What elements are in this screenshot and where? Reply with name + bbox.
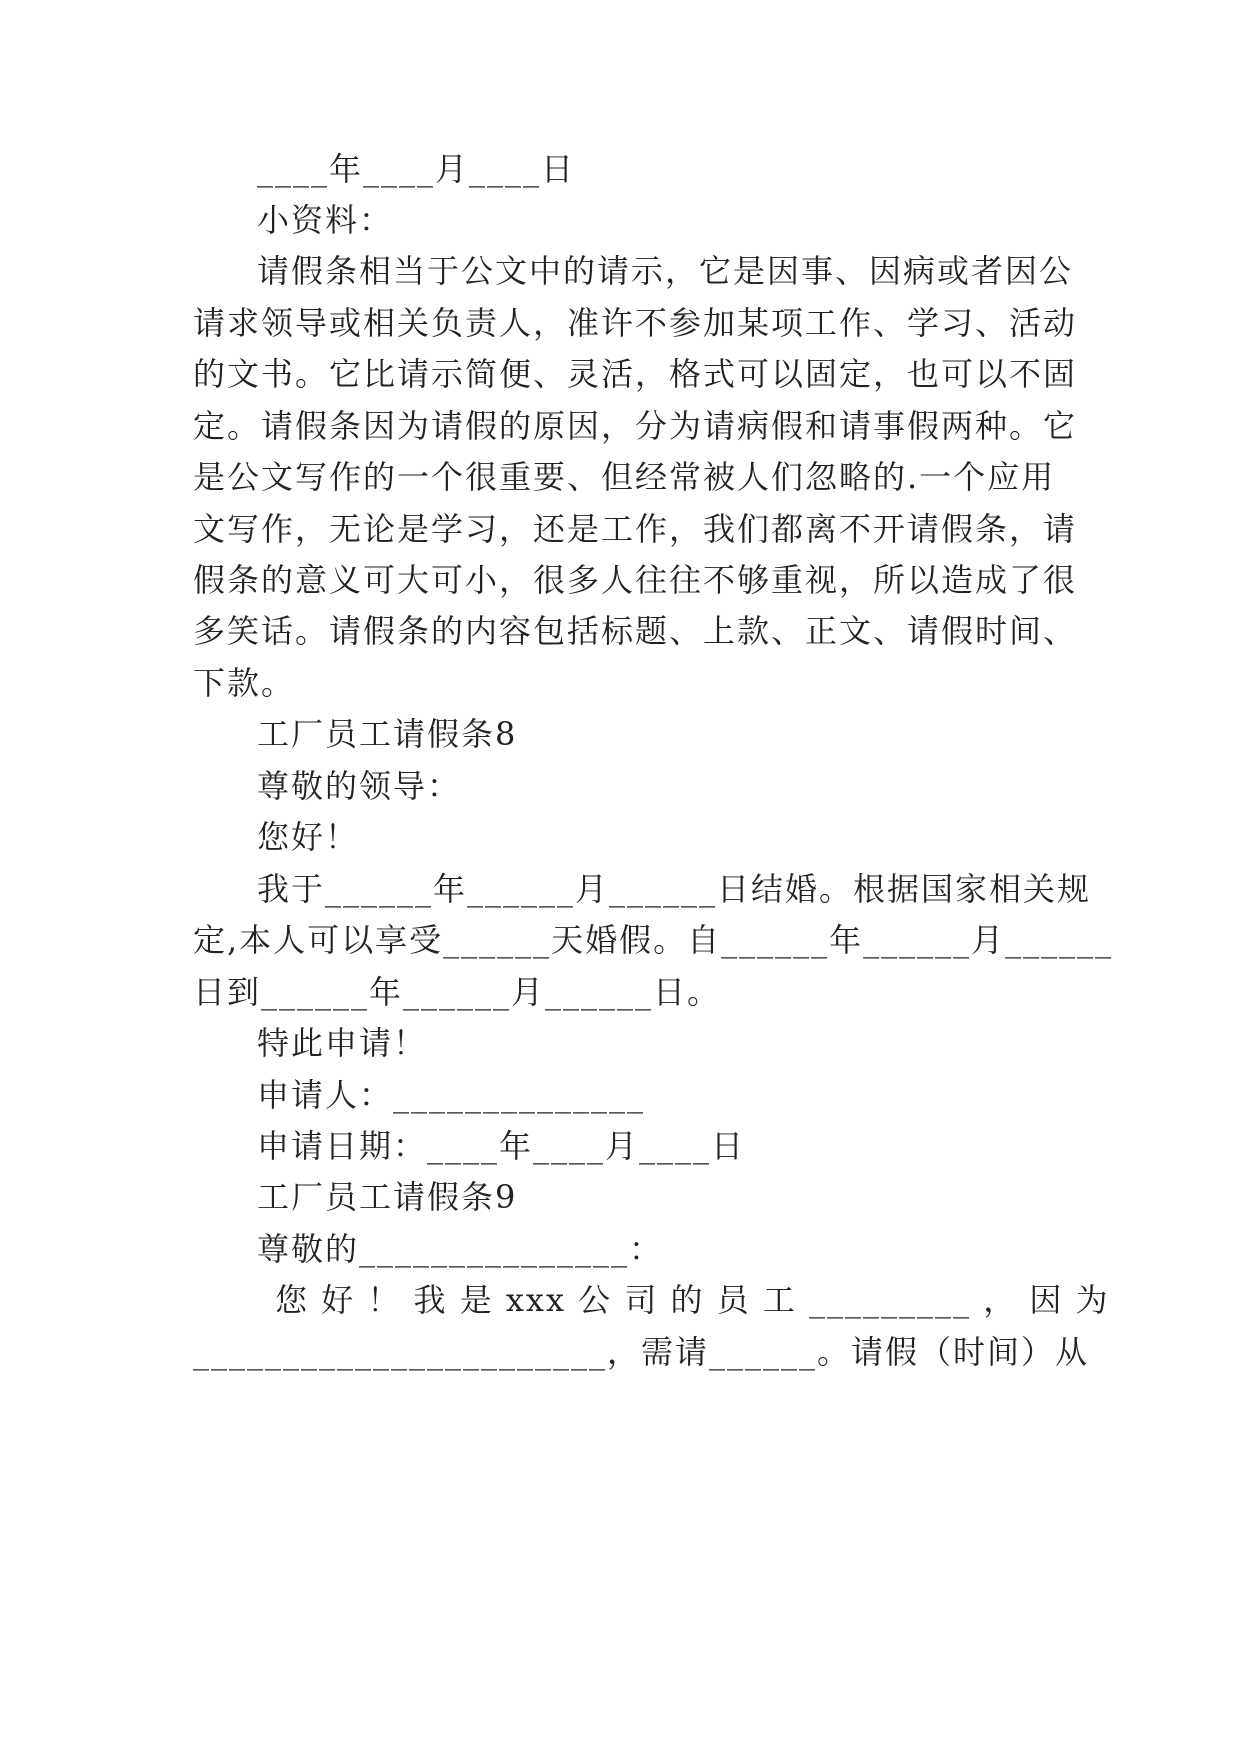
applicant-line: 申请人：______________ [257, 1076, 646, 1114]
body-line: 我于______年______月______日结婚。根据国家相关规 [257, 870, 1092, 908]
date-line: ____年____月____日 [257, 150, 576, 188]
section-title: 工厂员工请假条9 [257, 1178, 518, 1216]
section-title: 工厂员工请假条8 [257, 715, 518, 753]
body-line: 定,本人可以享受______天婚假。自______年______月______ [193, 921, 1114, 959]
paragraph-line: 的文书。它比请示简便、灵活，格式可以固定，也可以不固 [193, 355, 1078, 393]
greeting: 您好！ [257, 818, 360, 856]
paragraph-line: 请求领导或相关负责人，准许不参加某项工作、学习、活动 [193, 304, 1078, 342]
note-heading: 小资料： [257, 201, 394, 239]
paragraph-line: 多笑话。请假条的内容包括标题、上款、正文、请假时间、 [193, 612, 1078, 650]
body-line: _______________________，需请______。请假（时间）从 [193, 1333, 1090, 1371]
paragraph-line: 是公文写作的一个很重要、但经常被人们忽略的.一个应用 [193, 458, 1056, 496]
salutation: 尊敬的领导： [257, 767, 462, 805]
paragraph-line: 定。请假条因为请假的原因，分为请病假和请事假两种。它 [193, 407, 1078, 445]
application-date-line: 申请日期：____年____月____日 [257, 1127, 746, 1165]
closing-line: 特此申请！ [257, 1024, 428, 1062]
paragraph-line: 下款。 [193, 664, 296, 702]
salutation: 尊敬的_______________： [257, 1230, 664, 1268]
body-line: 日到______年______月______日。 [193, 973, 722, 1011]
paragraph-line: 请假条相当于公文中的请示，它是因事、因病或者因公 [257, 252, 1074, 290]
body-line: 您 好 ！ 我 是 xxx 公 司 的 员 工 _________ ， 因 为 [275, 1281, 1110, 1319]
paragraph-line: 假条的意义可大可小，很多人往往不够重视，所以造成了很 [193, 561, 1078, 599]
paragraph-line: 文写作，无论是学习，还是工作，我们都离不开请假条，请 [193, 510, 1078, 548]
